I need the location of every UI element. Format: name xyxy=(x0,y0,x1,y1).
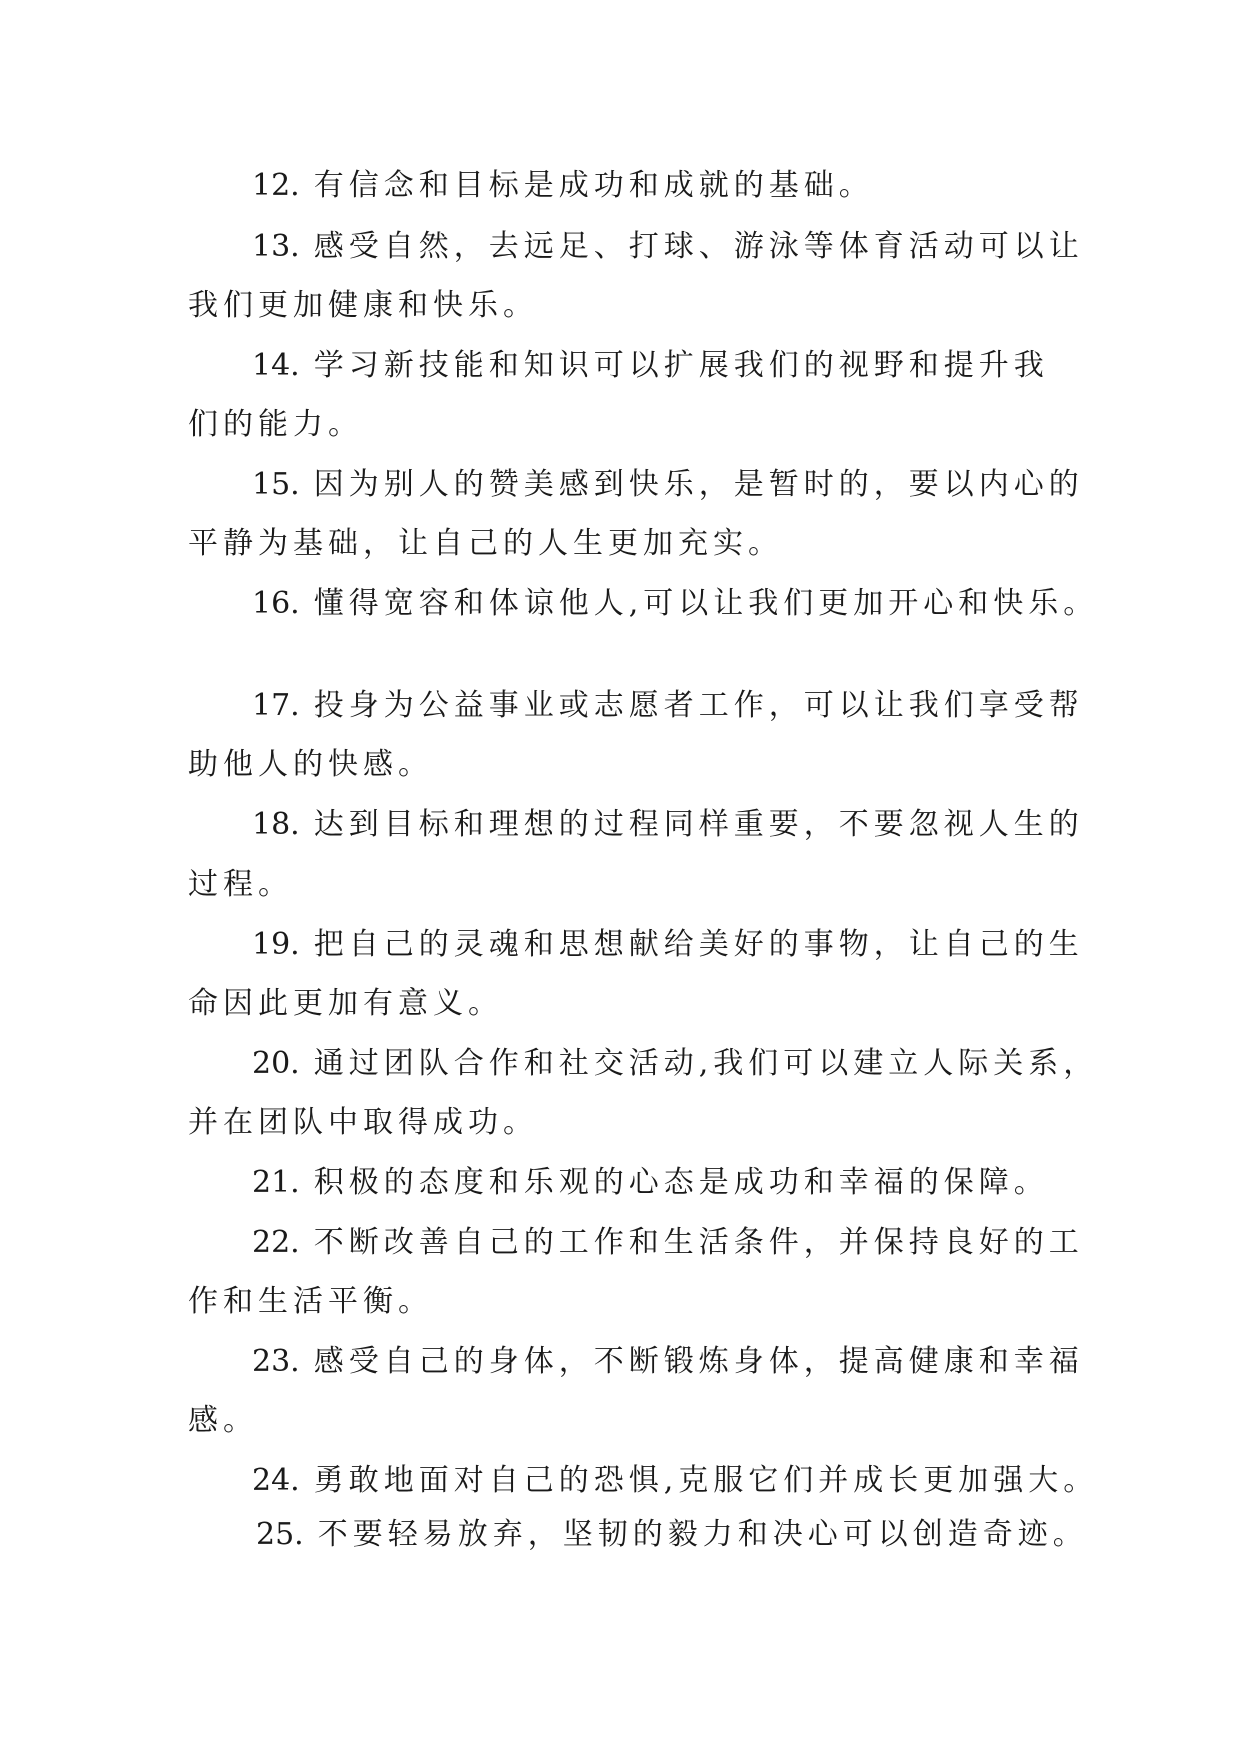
list-item-12 xyxy=(252,166,874,206)
item-text: 通过团队合作和社交活动,我们可以建立人际关系， xyxy=(313,1046,1099,1081)
list-item-17 xyxy=(252,686,1084,726)
item-text: 投身为公益事业或志愿者工作，可以让我们享受帮 xyxy=(313,688,1084,723)
list-item-19 xyxy=(252,925,1084,965)
list-item-20 xyxy=(252,1044,1098,1084)
list-item-14 xyxy=(252,346,1049,386)
list-item-13 xyxy=(252,227,1084,267)
list-item-22-continuation: 作和生活平衡。 xyxy=(188,1284,433,1319)
list-item-18 xyxy=(252,805,1084,845)
item-text: 不断改善自己的工作和生活条件，并保持良好的工 xyxy=(313,1225,1084,1260)
list-item-18-continuation: 过程。 xyxy=(188,867,293,902)
item-text: 因为别人的赞美感到快乐，是暂时的，要以内心的 xyxy=(313,467,1084,502)
item-number: 15. xyxy=(252,467,300,502)
list-item-17-continuation: 助他人的快感。 xyxy=(188,747,433,782)
list-item-20-continuation: 并在团队中取得成功。 xyxy=(188,1105,538,1140)
item-number: 21. xyxy=(252,1165,300,1200)
list-item-24 xyxy=(252,1461,1098,1501)
item-text: 懂得宽容和体谅他人,可以让我们更加开心和快乐。 xyxy=(313,586,1099,621)
item-number: 22. xyxy=(252,1225,300,1260)
list-item-23-continuation: 感。 xyxy=(188,1403,258,1438)
item-text: 积极的态度和乐观的心态是成功和幸福的保障。 xyxy=(313,1165,1049,1200)
item-number: 18. xyxy=(252,807,300,842)
item-number: 12. xyxy=(252,168,300,203)
item-text: 达到目标和理想的过程同样重要，不要忽视人生的 xyxy=(313,807,1084,842)
list-item-14-continuation: 们的能力。 xyxy=(188,407,363,442)
list-item-15-continuation: 平静为基础，让自己的人生更加充实。 xyxy=(188,526,783,561)
item-number: 14. xyxy=(252,348,300,383)
item-number: 25. xyxy=(256,1517,304,1552)
item-text: 学习新技能和知识可以扩展我们的视野和提升我 xyxy=(313,348,1049,383)
list-item-15 xyxy=(252,465,1084,505)
item-number: 24. xyxy=(252,1463,300,1498)
list-item-13-continuation: 我们更加健康和快乐。 xyxy=(188,288,538,323)
item-number: 23. xyxy=(252,1344,300,1379)
list-item-25 xyxy=(256,1515,1088,1555)
item-text: 不要轻易放弃，坚韧的毅力和决心可以创造奇迹。 xyxy=(317,1517,1088,1552)
list-item-23 xyxy=(252,1342,1084,1382)
item-number: 17. xyxy=(252,688,300,723)
item-number: 20. xyxy=(252,1046,300,1081)
list-item-16 xyxy=(252,584,1098,624)
item-number: 19. xyxy=(252,927,300,962)
list-item-22 xyxy=(252,1223,1084,1263)
item-text: 有信念和目标是成功和成就的基础。 xyxy=(313,168,874,203)
item-number: 16. xyxy=(252,586,300,621)
item-text: 勇敢地面对自己的恐惧,克服它们并成长更加强大。 xyxy=(313,1463,1099,1498)
item-text: 把自己的灵魂和思想献给美好的事物，让自己的生 xyxy=(313,927,1084,962)
item-text: 感受自己的身体，不断锻炼身体，提高健康和幸福 xyxy=(313,1344,1084,1379)
item-number: 13. xyxy=(252,229,300,264)
list-item-19-continuation: 命因此更加有意义。 xyxy=(188,986,503,1021)
item-text: 感受自然，去远足、打球、游泳等体育活动可以让 xyxy=(313,229,1084,264)
list-item-21 xyxy=(252,1163,1049,1203)
